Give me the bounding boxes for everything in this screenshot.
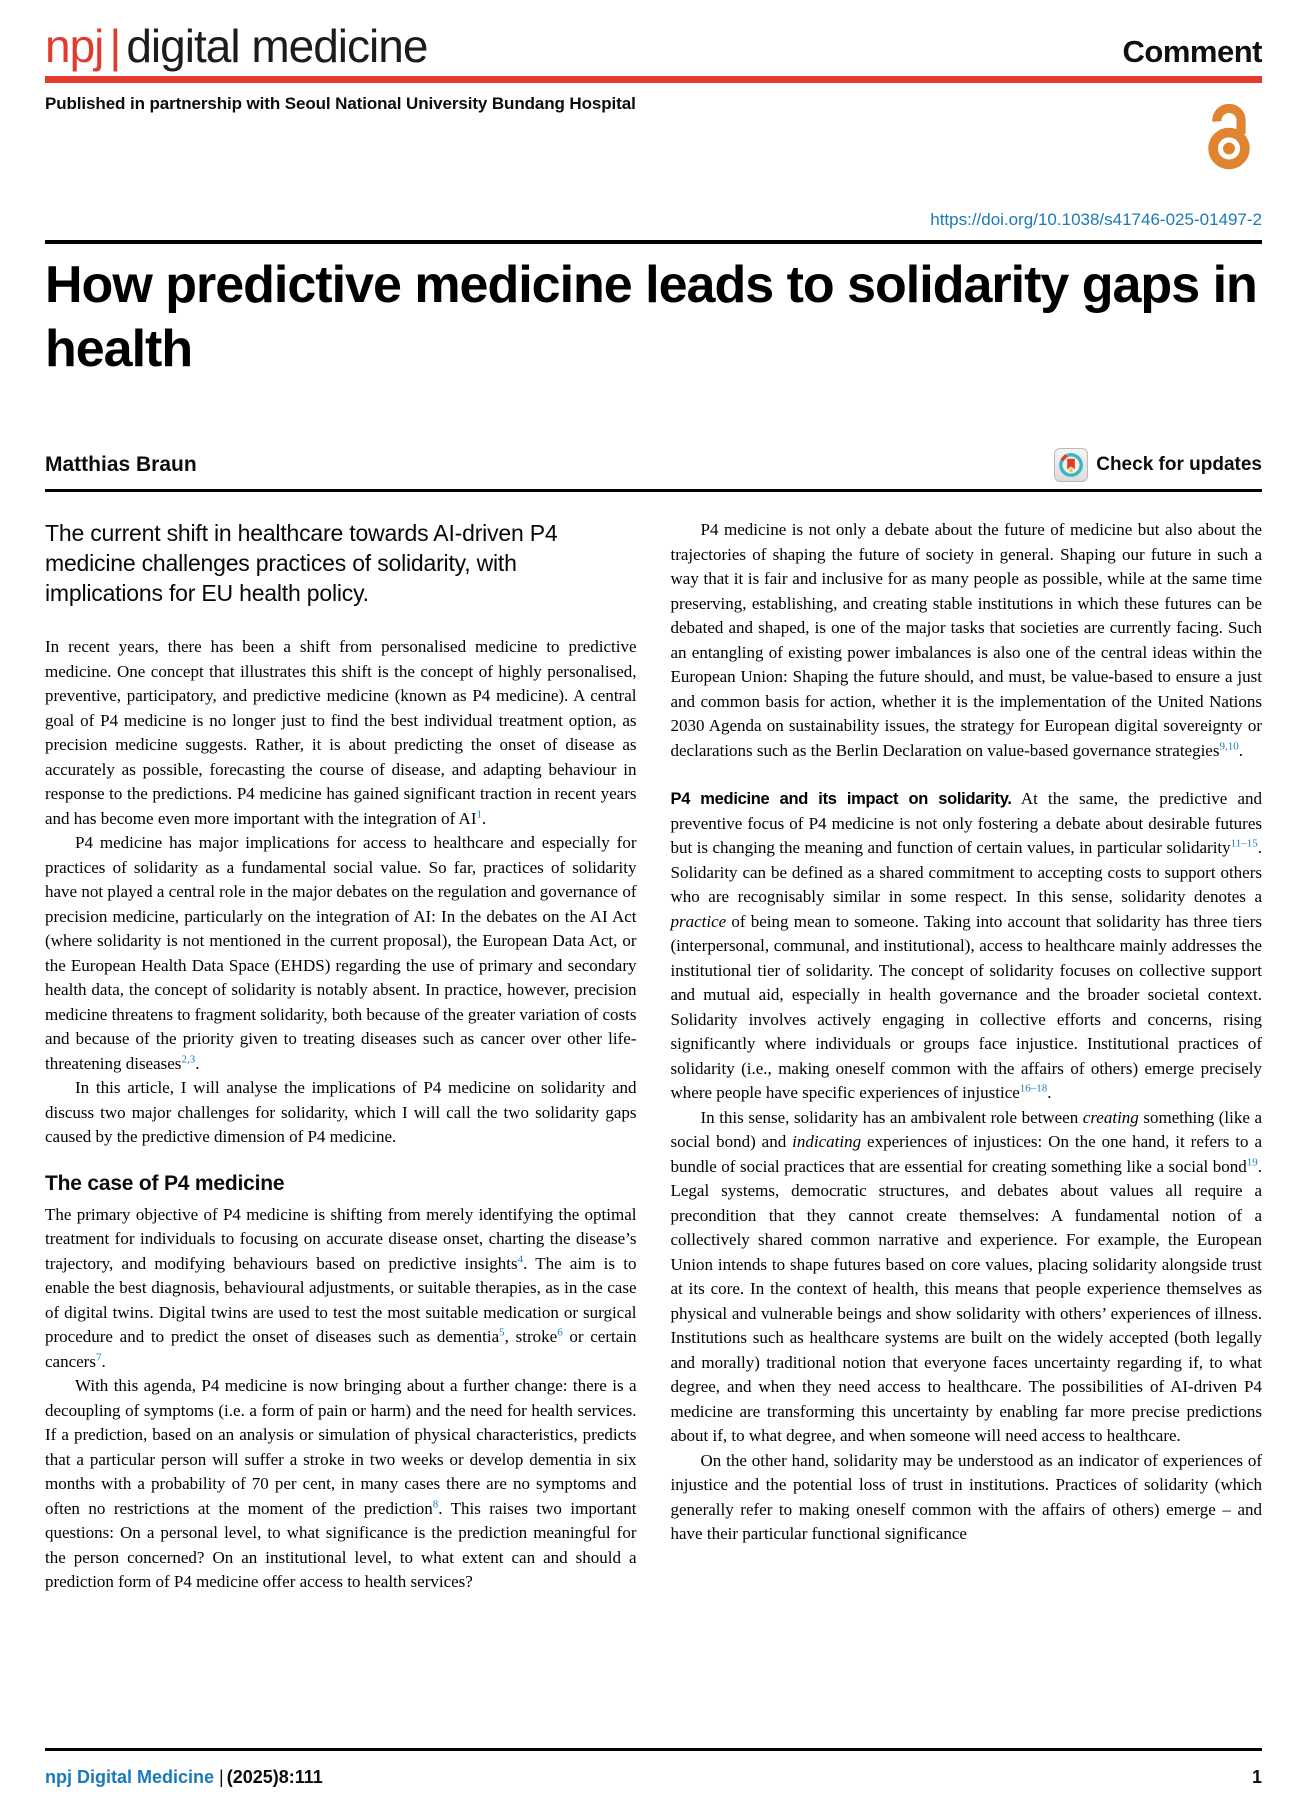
- citation-ref[interactable]: 2,3: [181, 1052, 196, 1065]
- paragraph: P4 medicine and its impact on solidarity. At the same, the predictive and preventive focus of P4 medicine is not only fostering a debate about desirable futures but is changing the meaning and function of certain values, in particular solidarity$^{11-15}$. Solidarity can be defined as a shared commitment to accepting costs to support others who are recognisably similar in some respect. In this sense, solidarity denotes a practice of being mean to someone. Taking into account that solidarity has three tiers (interpersonal, communal, and institutional), access to healthcare mainly addresses the institutional tier of solidarity. The concept of solidarity focuses on collective support and mutual aid, especially in health governance and the broader societal context. Solidarity involves actively engaging in collective efforts and concerns, rising significantly where individuals or groups face injustice. Institutional practices of solidarity (i.e., making oneself common with the affairs of others) emerge precisely where people have specific experiences of injustice$^{16-18}$.: [670, 789, 1263, 1102]
- page-footer: [45, 1748, 1262, 1788]
- footer-volume-citation: (2025)8:111: [226, 1767, 323, 1787]
- article-body: [45, 518, 1262, 1595]
- citation-ref[interactable]: 4: [517, 1252, 524, 1265]
- paragraph: P4 medicine is not only a debate about the future of medicine but also about the trajectories of shaping the future of society in general. Shaping our future in such a way that it is fair and inclusive for as many people as possible, while at the same time preserving, establishing, and creating stable institutions in which these futures can be debated and shaped, is one of the major tasks that societies are currently facing. Such an entangling of existing power imbalances is also one of the central ideas within the European Union: Shaping the future should, and must, be value-based to ensure a just and common basis for action, whether it is the implementation of the United Nations 2030 Agenda on sustainability issues, the strategy for European digital sovereignty or declarations such as the Berlin Declaration on value-based governance strategies$^{9,10}$.: [670, 520, 1262, 760]
- runin-heading: P4 medicine and its impact on solidarity.: [670, 790, 1012, 808]
- footer-journal-link[interactable]: npj Digital Medicine: [45, 1767, 215, 1787]
- title-rule: [45, 240, 1262, 244]
- open-access-icon: [1202, 96, 1256, 177]
- abstract: The current shift in healthcare towards AI-driven P4 medicine challenges practices of solidarity, with implications for EU health policy.: [45, 520, 558, 606]
- journal-logo-npj: npj: [45, 20, 104, 72]
- paragraph: P4 medicine has major implications for access to healthcare and especially for practices of solidarity as a fundamental social value. So far, practices of solidarity have not played a central role in the major debates on the regulation and governance of precision medicine, particularly on the integration of AI: In the debates on the AI Act (where solidarity is not mentioned in the current proposal), the European Data Act, or the European Health Data Space (EHDS) regarding the use of primary and secondary health data, the concept of solidarity is notably absent. In practice, however, precision medicine threatens to fragment solidarity, both because of the greater variation of costs and because of the priority given to treating diseases such as cancer over other life-threatening diseases$^{2,3}$.: [45, 833, 637, 1073]
- footer-citation: [45, 1767, 323, 1788]
- right-column-body: [671, 518, 1263, 1547]
- footer-separator: |: [219, 1767, 224, 1787]
- citation-ref[interactable]: 19: [1246, 1155, 1258, 1168]
- citation-ref[interactable]: 7: [95, 1350, 102, 1363]
- paragraph: On the other hand, solidarity may be understood as an indicator of experiences of injustice and the potential loss of trust in institutions. Practices of solidarity (which generally refer to making oneself common with the affairs of others) emerge – and have their particular functional significance: [670, 1450, 1262, 1543]
- section-heading: The case of P4 medicine: [45, 1171, 285, 1195]
- partnership-text: Published in partnership with Seoul National University Bundang Hospital: [45, 94, 636, 113]
- citation-ref[interactable]: 5: [499, 1326, 505, 1339]
- citation-ref[interactable]: 1: [476, 807, 482, 820]
- author-rule: [45, 489, 1262, 492]
- citation-ref[interactable]: 16–18: [1019, 1082, 1048, 1095]
- footer-rule: [45, 1748, 1262, 1751]
- check-for-updates-button[interactable]: [1054, 448, 1262, 482]
- paragraph: With this agenda, P4 medicine is now bringing about a further change: there is a decoupling of symptoms (i.e. a form of pain or harm) and the need for health services. If a prediction, based on an analysis or simulation of physical characteristics, predicts that a particular person will suffer a stroke in two weeks or develop dementia in six months with a probability of 70 per cent, in many cases there are no symptoms and often no restrictions at the moment of the prediction$^8$. This raises two important questions: On a personal level, to what significance is the prediction meaningful for the person concerned? On an institutional level, to what extent can and should a prediction form of P4 medicine offer access to health services?: [45, 1376, 637, 1591]
- journal-logo: [45, 20, 427, 72]
- paragraph: In recent years, there has been a shift from personalised medicine to predictive medicine. One concept that illustrates this shift is the concept of highly personalised, preventive, participatory, and predictive medicine (known as P4 medicine). A central goal of P4 medicine is no longer just to find the best individual treatment option, as precision medicine suggests. Rather, it is about predicting the onset of disease as accurately as possible, forecasting the course of disease, and adapting behaviour in response to the predictions. P4 medicine has gained significant traction in recent years and has become even more important with the integration of AI$^1$.: [45, 637, 637, 828]
- paragraph: In this sense, solidarity has an ambivalent role between creating something (like a social bond) and indicating experiences of injustices: On the one hand, it refers to a bundle of social practices that are essential for creating something like a social bond$^{19}$. Legal systems, democratic structures, and debates about values all require a precondition that they cannot create themselves: A fundamental notion of a collectively shared common narrative and experience. For example, the European Union intends to shape futures based on core values, placing solidarity alongside trust at its core. In the context of health, this means that people experience themselves as physical and vulnerable beings and show solidarity with others’ experiences of illness. Institutions such as healthcare systems are built on the widely accepted (both legally and morally) traditional notion that everyone faces uncertainty regarding if, to what degree, and when they need access to healthcare. The possibilities of AI-driven P4 medicine are transforming this uncertainty by enabling far more precise predictions about if, to what degree, and when someone will need access to healthcare.: [670, 1107, 1263, 1445]
- paragraph: In this article, I will analyse the implications of P4 medicine on solidarity and discuss two major challenges for solidarity, which I will call the two solidarity gaps caused by the predictive dimension of P4 medicine.: [45, 1078, 637, 1146]
- crossmark-icon: [1054, 448, 1088, 482]
- paragraph: The primary objective of P4 medicine is shifting from merely identifying the optimal treatment for individuals to focusing on accurate disease onset, charting the disease’s trajectory, and modifying behaviours based on predictive insights$^4$. The aim is to enable the best diagnosis, behavioural adjustments, or suitable therapies, as in the case of digital twins. Digital twins are used to test the most suitable medication or surgical procedure and to predict the onset of diseases such as dementia$^5$, stroke$^6$ or certain cancers$^7$.: [45, 1204, 637, 1371]
- check-for-updates-label: Check for updates: [1096, 454, 1262, 475]
- author-row: [45, 447, 1262, 483]
- journal-logo-name: digital medicine: [126, 20, 428, 72]
- left-column-body: [45, 635, 637, 1595]
- page-header: [45, 20, 1262, 492]
- journal-logo-pipe: |: [109, 20, 121, 72]
- article-type-label: Comment: [1122, 34, 1262, 69]
- masthead: [45, 20, 1262, 72]
- citation-ref[interactable]: 8: [432, 1497, 439, 1510]
- citation-ref[interactable]: 9,10: [1219, 739, 1239, 752]
- partnership-row: [45, 94, 1262, 176]
- footer-row: [45, 1767, 1262, 1788]
- citation-ref[interactable]: 11–15: [1230, 837, 1258, 850]
- citation-ref[interactable]: 6: [557, 1326, 563, 1339]
- page-number: 1: [1251, 1767, 1262, 1787]
- doi-link[interactable]: https://doi.org/10.1038/s41746-025-01497-2: [930, 210, 1262, 229]
- author-name: Matthias Braun: [45, 453, 197, 476]
- right-column: [671, 518, 1263, 1595]
- article-title: How predictive medicine leads to solidarity gaps in health: [45, 256, 1257, 378]
- header-red-rule: [45, 76, 1262, 83]
- left-column: [45, 518, 637, 1595]
